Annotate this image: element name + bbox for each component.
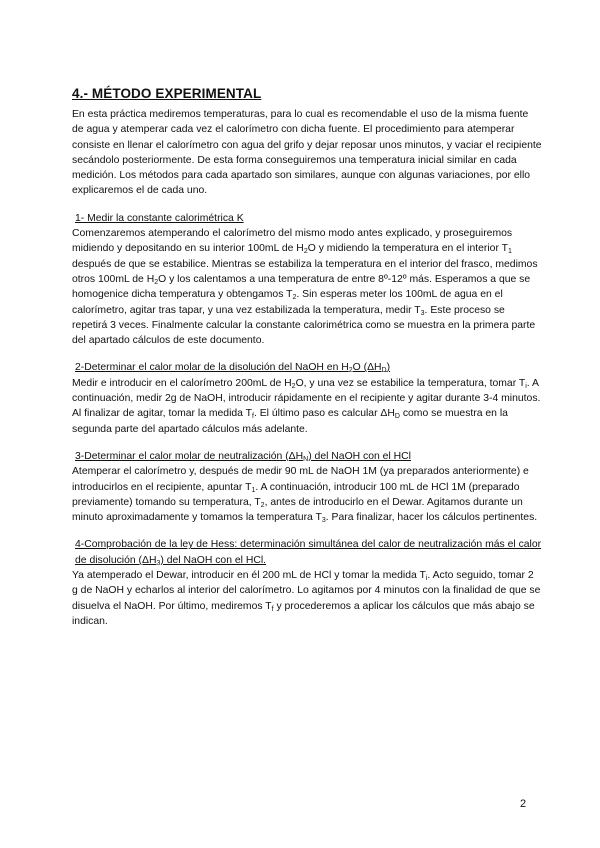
section-2-title: 2-Determinar el calor molar de la disolución del NaOH en $H_2O$ $(\Delta H_D)$ <box>75 362 391 375</box>
section-2-body: Medir e introducir en el calorímetro 200mL de $H_2O$, y una vez se estabilice la temperatura, tomar $T_i$. A continuación, medir 2g de NaOH, introducir rápidamente en el recipiente y agitar durante 3-4 minutos. Al finalizar de agitar, tomar la medida $T_f$. El último paso es calcular $\Delta H_D$ como se muestra en la segunda parte del apartado cálculos más adelante. <box>72 377 541 435</box>
section-4 <box>72 537 542 629</box>
section-3-body: Atemperar el calorímetro y, después de medir 90 mL de NaOH 1M (ya preparados anteriormente) e introducirlos en el recipiente, apuntar $T_1$. A continuación, introducir 100 mL de HCl 1M (preparado previamente) tomando su temperatura, $T_2$, antes de introducirlo en el Dewar. Agitamos durante un minuto aproximadamente y tomamos la temperatura $T_3$. Para finalizar, hacer los cálculos pertinentes. <box>72 466 538 525</box>
section-1-title: 1- Medir la constante calorimétrica K <box>75 212 244 224</box>
section-4-body: Ya atemperado el Dewar, introducir en él 200 mL de HCl y tomar la medida $T_i$. Acto seguido, tomar 2 g de NaOH y echarlos al interior del calorímetro. Lo agitamos por 4 minutos con la finalidad de que se disuelva el NaOH. Por último, mediremos $T_f$ y procederemos a aplicar los cálculos que más abajo se indican. <box>72 570 541 627</box>
section-1 <box>72 211 542 349</box>
intro-paragraph: En esta práctica mediremos temperaturas, para lo cual es recomendable el uso de la misma fuente de agua y atemperar cada vez el calorímetro con dicha fuente. El procedimiento para atemperar consiste en llenar el calorímetro con agua del grifo y dejar reposar unos minutos, y vaciar el recipiente secándolo posteriormente. De esta forma conseguiremos una temperatura inicial similar en cada medición. Los métodos para cada apartado son similares, aunque con algunas variaciones, por ello explicaremos el de cada uno. <box>72 109 542 197</box>
section-title: 4.- MÉTODO EXPERIMENTAL <box>72 86 262 101</box>
section-3 <box>72 449 542 525</box>
section-3-title: 3-Determinar el calor molar de neutralización $(\Delta H_N)$ del NaOH con el HCl <box>75 450 411 463</box>
page-number: 2 <box>520 798 527 810</box>
document-page <box>72 86 542 629</box>
section-2 <box>72 360 542 436</box>
section-1-body: Comenzaremos atemperando el calorímetro del mismo modo antes explicado, y proseguiremos midiendo y depositando en su interior 100mL de $H_2O$ y midiendo la temperatura en el interior $T_1$ después de que se estabilice. Mientras se estabiliza la temperatura en el interior del frasco, medimos otros 100mL de $H_2O$ y los calentamos a una temperatura de entre 8º-12º más. Esperamos a que se homogenice dicha temperatura y obtengamos $T_2$. Sin esperas meter los 100mL de agua en el calorímetro, agitar tras tapar, y una vez estabilizada la temperatura, medir $T_3$. Este proceso se repetirá 3 veces. Finalmente calcular la constante calorimétrica como se muestra en la primera parte del apartado cálculos de este documento. <box>72 228 538 347</box>
section-4-title: 4-Comprobación de la ley de Hess: determinación simultánea del calor de neutralización más el calor de disolución $(\Delta H_3)$ del NaOH con el HCl. <box>75 539 542 567</box>
